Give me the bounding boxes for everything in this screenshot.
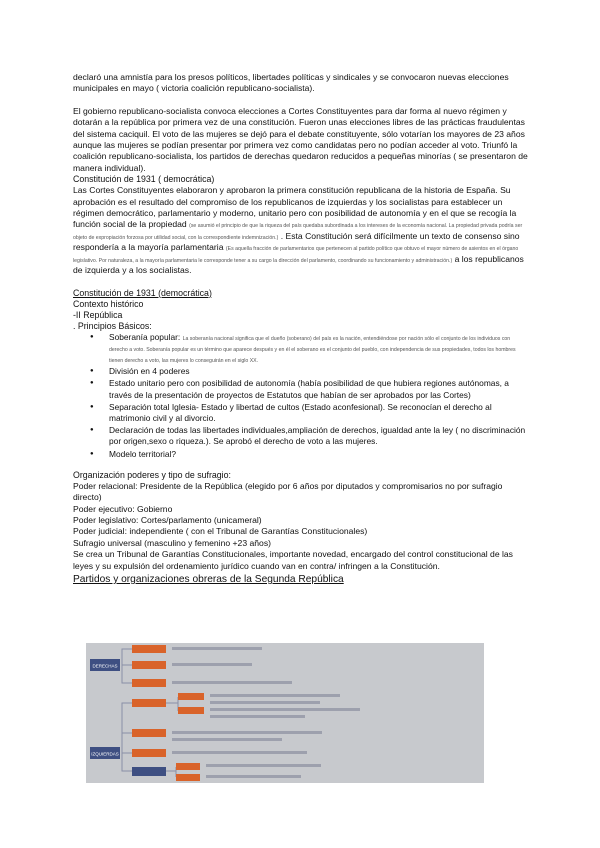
list-item: ● División en 4 poderes	[109, 366, 528, 377]
paragraph-amnesty: declaró una amnistía para los presos políticos, libertades políticas y sindicales y se convocaron nuevas elecciones municipales en mayo ( victoria coalición republicano-socialista).	[73, 72, 509, 94]
diagram-label-right: DERECHAS	[92, 663, 118, 669]
parties-diagram-image	[86, 643, 484, 783]
list-item: ● Soberanía popular: La soberanía nacional significa que el dueño (soberano) del país es la nación, entendiéndose por nación sólo el conjunto de los individuos con derecho a voto. Soberanía popular es un término que aparece después y en él el soberano es el conjunto del pueblo, con independencia de sus propiedades, todos los hombres tienen derecho a voto, las mujeres lo conseguirán en el siglo XX.	[109, 332, 528, 366]
heading-republic: -II República	[73, 309, 123, 320]
heading-organization: Organización poderes y tipo de sufragio:	[73, 469, 231, 480]
diagram-label-left: IZQUIERDAS	[91, 751, 119, 757]
org-line: Se crea un Tribunal de Garantías Constitucionales, importante novedad, encargado del control constitucional de las leyes y su expulsión del ordenamiento jurídico cuando van en contra/ infringen a la Constitución.	[73, 549, 513, 571]
paragraph-constitution: Las Cortes Constituyentes elaboraron y aprobaron la primera constitución republicana de la historia de España. Su aprobación es el resultado del compromiso de los republicanos de izquierdas y los socialistas para establecer un régimen democrático, parlamentario y moderno, unitario pero con posibilidad de autonomía y en el que se recogía la función social de la propiedad (se asumió el principio de que la riqueza del país quedaba subordinada a los intereses de la economía nacional. La propiedad privada podría ser objeto de expropiación forzosa por utilidad social, con la correspondiente indemnización.) . Esta Constitución será difícilmente un texto de consenso sino respondería a la mayoría parlamentaria (Es aquella fracción de parlamentarios que pertenecen al partido político que obtuvo el mayor número de asientos en el órgano legislativo. Por naturaleza, a la mayoría parlamentaria le corresponde tener a su cargo la dirección del parlamento, coordinando su funcionamiento y administración.) a los republicanos de izquierda y a los socialistas.	[73, 185, 524, 276]
list-item: ● Modelo territorial?	[109, 449, 528, 460]
note-property: (se asumió el principio de que la riqueza del país quedaba subordinada a los intereses de la economía nacional. La propiedad privada podría ser objeto de expropiación forzosa por utilidad social, con la correspondiente indemnización.)	[73, 223, 523, 241]
org-line: Poder judicial: independiente ( con el Tribunal de Garantías Constitucionales)	[73, 526, 368, 537]
heading-context: Contexto histórico	[73, 298, 144, 309]
list-item: ● Separación total Iglesia- Estado y libertad de cultos (Estado aconfesional). Se reconocían el derecho al matrimonio civil y al divorcio.	[109, 402, 528, 424]
org-line: Poder ejecutivo: Gobierno	[73, 503, 173, 514]
document-body	[73, 72, 528, 586]
org-line: Poder relacional: Presidente de la República (elegido por 6 años por diputados y compromisarios no por sufragio directo)	[73, 480, 503, 503]
heading-constitution-2: Constitución de 1931 (democrática)	[73, 287, 212, 298]
heading-constitution: Constitución de 1931 ( democrática)	[73, 174, 215, 185]
paragraph-elections: El gobierno republicano-socialista convoca elecciones a Cortes Constituyentes para dar forma al nuevo régimen y dotarán a la república por primera vez de una constitución. Fueron unas elecciones libres de las prácticas fraudulentas del sistema caciquil. El voto de las mujeres se dejó para el debate constituyente, sólo votarían los mayores de 23 años aunque las mujeres se podían presentar por primera vez como candidatas pero no podían acceder al voto. Triunfó la coalición republicano-socialista, los partidos de derechas quedaron reducidos a pequeñas minorías ( se presentaron de manera individual).	[73, 105, 528, 173]
principles-list	[73, 332, 528, 460]
heading-parties: Partidos y organizaciones obreras de la Segunda República	[73, 573, 344, 585]
org-line: Sufragio universal (masculino y femenino +23 años)	[73, 537, 272, 548]
heading-principles: . Principios Básicos:	[73, 320, 152, 331]
org-line: Poder legislativo: Cortes/parlamento (unicameral)	[73, 514, 262, 525]
list-item: ● Estado unitario pero con posibilidad de autonomía (había posibilidad de que hubiera regiones autónomas, a través de la presentación de proyectos de Estatutos que habían de ser aprobados por las Cortes)	[109, 378, 528, 400]
note-majority: (Es aquella fracción de parlamentarios que pertenecen al partido político que obtuvo el mayor número de asientos en el órgano legislativo. Por naturaleza, a la mayoría parlamentaria le corresponde tener a su cargo la dirección del parlamento, coordinando su funcionamiento y administración.)	[73, 246, 519, 264]
list-item: ● Declaración de todas las libertades individuales,ampliación de derechos, igualdad ante la ley ( no discriminación por origen,sexo o riqueza.). Se aprobó el derecho de voto a las mujeres.	[109, 425, 528, 447]
